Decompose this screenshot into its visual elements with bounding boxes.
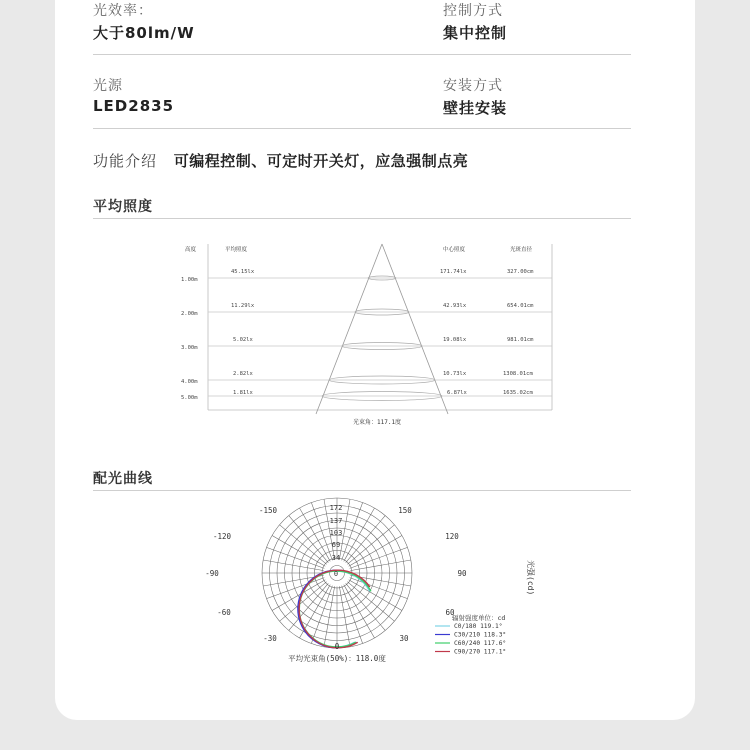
- install-label: 安装方式: [443, 78, 503, 94]
- row-center: 19.08lx: [443, 337, 467, 343]
- radial-label: 103: [329, 529, 343, 537]
- row-diameter: 327.00cm: [507, 269, 534, 275]
- control-label: 控制方式: [443, 3, 503, 19]
- grid-spoke: [349, 580, 402, 611]
- row-center: 171.74lx: [440, 269, 467, 275]
- header-diameter: 光斑直径: [510, 247, 533, 253]
- source-label: 光源: [93, 78, 123, 94]
- divider: [93, 218, 631, 219]
- header-height: 高度: [185, 247, 197, 253]
- header-avg: 平均照度: [225, 247, 248, 253]
- illuminance-diagram: [175, 242, 560, 437]
- row-height: 5.00m: [181, 395, 198, 401]
- grid-spoke: [267, 547, 325, 568]
- angle-label: 0: [334, 642, 340, 651]
- radial-label: 69: [331, 541, 341, 549]
- efficacy-spec: [93, 0, 195, 43]
- angle-label: -90: [205, 569, 219, 578]
- grid-spoke: [342, 503, 363, 561]
- legend-entry: C30/210 118.3°: [454, 631, 507, 639]
- divider: [93, 490, 631, 491]
- row-diameter: 1635.02cm: [503, 390, 533, 396]
- row-avg: 2.82lx: [233, 371, 253, 377]
- source-spec: [93, 75, 174, 115]
- angle-label: 90: [457, 569, 467, 578]
- grid-spoke: [311, 586, 332, 644]
- row-diameter: 1308.01cm: [503, 371, 533, 377]
- angle-label: 150: [398, 506, 412, 515]
- divider: [93, 128, 631, 129]
- source-value: LED2835: [93, 97, 175, 115]
- legend-entry: C90/270 117.1°: [454, 648, 507, 656]
- grid-spoke: [344, 508, 375, 561]
- efficacy-label: 光效率：: [93, 3, 153, 19]
- legend-title: 辐射强度单位：cd: [452, 614, 506, 622]
- function-row: [93, 150, 468, 171]
- legend-entry: C60/240 117.6°: [454, 640, 507, 647]
- distribution-title: 配光曲线: [93, 471, 153, 487]
- angle-label: -120: [212, 532, 232, 541]
- grid-spoke: [349, 536, 402, 567]
- grid-spoke: [350, 547, 408, 568]
- side-label: 光强(cd): [526, 560, 535, 596]
- grid-spoke: [267, 578, 325, 599]
- distribution-curve: [299, 570, 377, 648]
- row-height: 4.00m: [181, 379, 198, 385]
- function-label: 功能介绍: [93, 152, 158, 170]
- legend-entry: C0/180 119.1°: [454, 623, 503, 630]
- radial-label: 34: [331, 554, 341, 562]
- row-avg: 11.29lx: [231, 303, 255, 309]
- polar-chart: [180, 504, 570, 685]
- row-center: 6.87lx: [447, 390, 467, 396]
- polar-caption: 平均光束角(50%)：118.0度: [288, 654, 386, 663]
- angle-label: 60: [445, 608, 455, 617]
- spec-card: [55, 0, 695, 720]
- row-diameter: 654.01cm: [507, 303, 534, 309]
- angle-label: 30: [399, 634, 409, 643]
- row-center: 10.73lx: [443, 371, 467, 377]
- beam-angle: 光束角：117.1度: [353, 419, 402, 426]
- grid-spoke: [344, 585, 375, 638]
- grid-spoke: [350, 578, 408, 599]
- control-value: 集中控制: [443, 24, 508, 42]
- control-spec: [443, 0, 507, 43]
- row-avg: 5.02lx: [233, 337, 253, 343]
- row-height: 1.00m: [181, 277, 198, 283]
- illuminance-title: 平均照度: [93, 199, 153, 215]
- grid-spoke: [342, 586, 363, 644]
- row-diameter: 981.01cm: [507, 337, 534, 343]
- function-value: 可编程控制、可定时开关灯，应急强制点亮: [173, 152, 469, 170]
- install-value: 壁挂安装: [443, 99, 508, 117]
- angle-label: -30: [263, 634, 277, 643]
- install-spec: [443, 75, 507, 118]
- row-avg: 1.81lx: [233, 390, 253, 396]
- angle-label: -60: [217, 608, 231, 617]
- angle-label: -150: [258, 506, 278, 515]
- header-center: 中心照度: [443, 247, 466, 253]
- grid-spoke: [272, 536, 325, 567]
- grid-spoke: [300, 508, 331, 561]
- divider: [93, 54, 631, 55]
- row-height: 2.00m: [181, 311, 198, 317]
- radial-label: 137: [329, 517, 343, 525]
- row-height: 3.00m: [181, 345, 198, 351]
- radial-label: 0: [333, 570, 339, 578]
- angle-label: 120: [445, 532, 459, 541]
- radial-label: 172: [329, 504, 343, 512]
- row-center: 42.93lx: [443, 303, 467, 309]
- efficacy-value: 大于80lm/W: [93, 24, 195, 42]
- row-avg: 45.15lx: [231, 269, 255, 275]
